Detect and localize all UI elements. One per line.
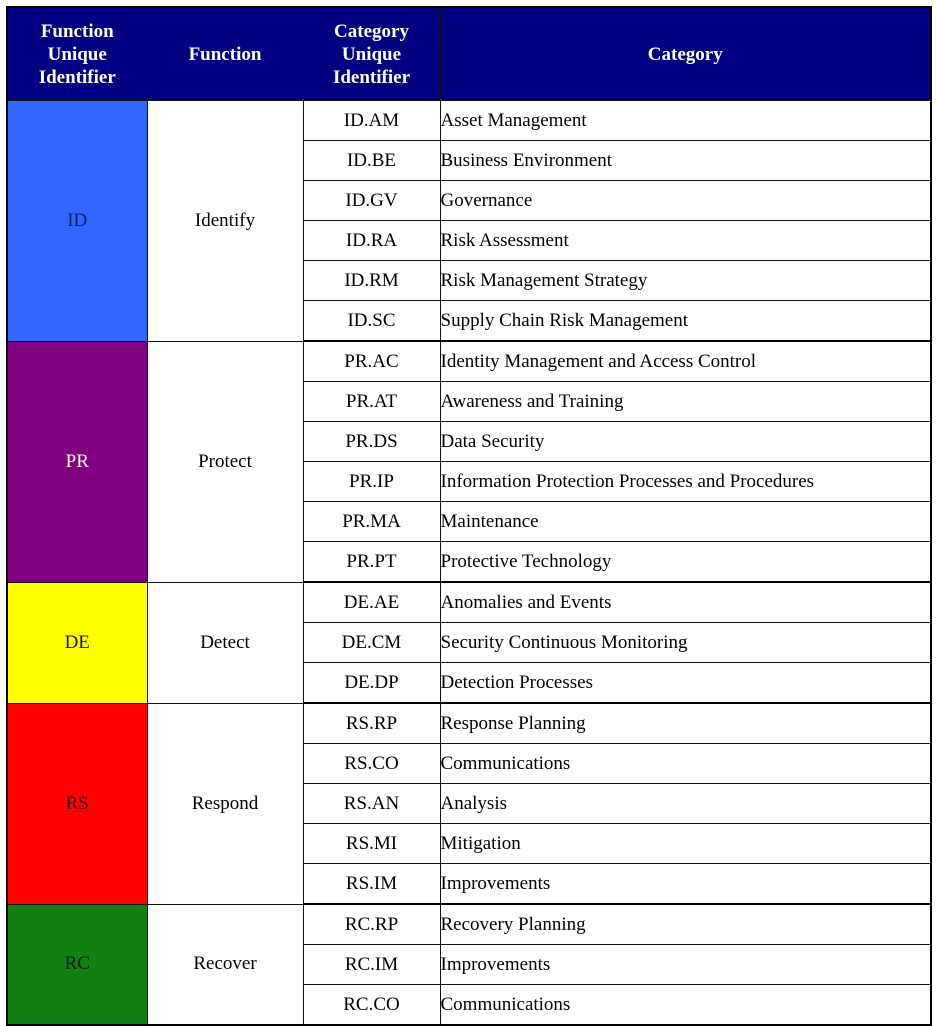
- function-name-cell-id: [147, 101, 303, 342]
- category-unique-identifier-cell: ID.SC: [303, 301, 440, 342]
- header-label-line: Category: [334, 20, 409, 42]
- category-unique-identifier-cell: DE.CM: [303, 623, 440, 663]
- header-label-line: Identifier: [332, 66, 411, 88]
- function-name-cell-rc: [147, 904, 303, 1025]
- header-label-line: Function: [188, 43, 262, 65]
- column-header-category: [440, 7, 931, 101]
- category-name-cell: Anomalies and Events: [440, 582, 931, 623]
- category-unique-identifier-cell: PR.PT: [303, 542, 440, 583]
- function-abbreviation: PR: [65, 450, 89, 472]
- column-header-category-unique-identifier: [303, 7, 440, 101]
- category-unique-identifier-cell: PR.AC: [303, 341, 440, 382]
- category-unique-identifier-cell: ID.BE: [303, 141, 440, 181]
- table-row: [7, 703, 931, 744]
- category-name-cell: Communications: [440, 744, 931, 784]
- category-name-cell: Analysis: [440, 784, 931, 824]
- category-unique-identifier-cell: RS.RP: [303, 703, 440, 744]
- table-row: [7, 582, 931, 623]
- function-name: Recover: [193, 953, 257, 975]
- category-unique-identifier-cell: RC.RP: [303, 904, 440, 945]
- function-abbreviation: ID: [67, 209, 88, 231]
- header-label-line: Function: [40, 20, 114, 42]
- header-row: [7, 7, 931, 101]
- category-unique-identifier-cell: RS.IM: [303, 864, 440, 905]
- header-label-line: Category: [647, 43, 723, 65]
- column-header-function-unique-identifier: [7, 7, 147, 101]
- table-row: [7, 341, 931, 382]
- table-body: [7, 101, 931, 1026]
- category-unique-identifier-cell: PR.DS: [303, 422, 440, 462]
- category-unique-identifier-cell: PR.IP: [303, 462, 440, 502]
- category-name-cell: Asset Management: [440, 101, 931, 141]
- column-header-function: [147, 7, 303, 101]
- category-unique-identifier-cell: RS.CO: [303, 744, 440, 784]
- function-abbreviation: RS: [65, 792, 89, 814]
- category-name-cell: Mitigation: [440, 824, 931, 864]
- category-name-cell: Protective Technology: [440, 542, 931, 583]
- category-unique-identifier-cell: RC.IM: [303, 945, 440, 985]
- category-name-cell: Improvements: [440, 945, 931, 985]
- function-unique-identifier-cell-pr: [7, 341, 147, 582]
- category-name-cell: Maintenance: [440, 502, 931, 542]
- function-unique-identifier-cell-id: [7, 101, 147, 342]
- table-header: [7, 7, 931, 101]
- function-name-cell-rs: [147, 703, 303, 904]
- category-name-cell: Improvements: [440, 864, 931, 905]
- category-name-cell: Response Planning: [440, 703, 931, 744]
- function-name: Protect: [198, 450, 252, 472]
- category-name-cell: Risk Assessment: [440, 221, 931, 261]
- category-name-cell: Communications: [440, 985, 931, 1026]
- header-label-line: Unique: [341, 43, 402, 65]
- category-unique-identifier-cell: ID.GV: [303, 181, 440, 221]
- category-name-cell: Information Protection Processes and Procedures: [440, 462, 931, 502]
- header-label-line: Identifier: [38, 66, 116, 88]
- function-abbreviation: RC: [64, 953, 90, 975]
- category-unique-identifier-cell: ID.AM: [303, 101, 440, 141]
- header-label-line: Unique: [47, 43, 107, 65]
- function-name-cell-pr: [147, 341, 303, 582]
- category-unique-identifier-cell: DE.AE: [303, 582, 440, 623]
- function-unique-identifier-cell-rs: [7, 703, 147, 904]
- category-name-cell: Risk Management Strategy: [440, 261, 931, 301]
- function-name: Respond: [191, 792, 259, 814]
- category-unique-identifier-cell: PR.AT: [303, 382, 440, 422]
- category-name-cell: Security Continuous Monitoring: [440, 623, 931, 663]
- function-unique-identifier-cell-rc: [7, 904, 147, 1025]
- category-name-cell: Recovery Planning: [440, 904, 931, 945]
- category-unique-identifier-cell: ID.RA: [303, 221, 440, 261]
- category-unique-identifier-cell: PR.MA: [303, 502, 440, 542]
- category-unique-identifier-cell: RS.MI: [303, 824, 440, 864]
- function-name: Identify: [194, 209, 256, 231]
- nist-csf-function-category-table: [6, 6, 932, 1026]
- category-name-cell: Governance: [440, 181, 931, 221]
- category-name-cell: Data Security: [440, 422, 931, 462]
- category-name-cell: Detection Processes: [440, 663, 931, 704]
- category-unique-identifier-cell: RS.AN: [303, 784, 440, 824]
- category-name-cell: Identity Management and Access Control: [440, 341, 931, 382]
- function-abbreviation: DE: [64, 631, 90, 653]
- table-row: [7, 101, 931, 141]
- category-unique-identifier-cell: ID.RM: [303, 261, 440, 301]
- category-name-cell: Supply Chain Risk Management: [440, 301, 931, 342]
- category-unique-identifier-cell: RC.CO: [303, 985, 440, 1026]
- function-name: Detect: [200, 631, 250, 653]
- category-name-cell: Business Environment: [440, 141, 931, 181]
- category-unique-identifier-cell: DE.DP: [303, 663, 440, 704]
- function-unique-identifier-cell-de: [7, 582, 147, 703]
- table-row: [7, 904, 931, 945]
- category-name-cell: Awareness and Training: [440, 382, 931, 422]
- function-name-cell-de: [147, 582, 303, 703]
